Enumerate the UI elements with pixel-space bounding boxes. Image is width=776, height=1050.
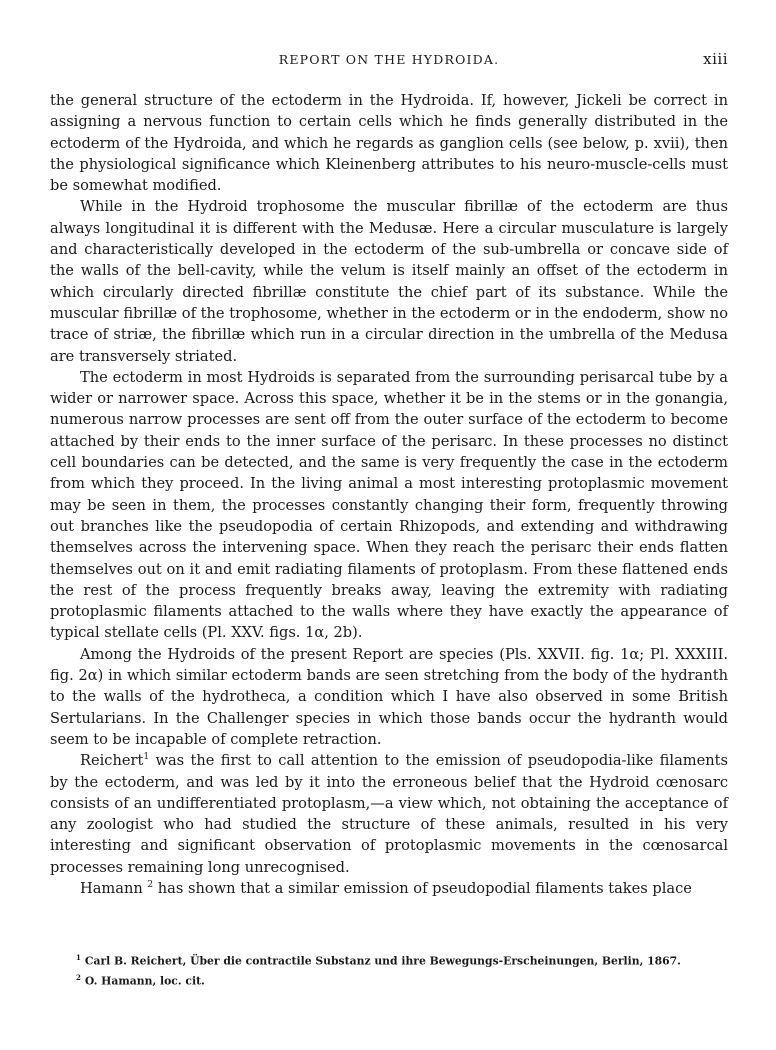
paragraph: the general structure of the ectoderm in the Hydroida. If, however, Jickeli be correct in assigning a nervous function to certain cells which he finds generally distributed in the ectoderm of the Hydroida, and which he regards as ganglion cells (see below, p. xvii), then the physiological significance which Kleinenberg attributes to his neuro-muscle-cells must be somewhat modified. xyxy=(50,92,728,195)
footnote xyxy=(76,970,716,990)
body-text xyxy=(50,90,728,899)
author-name: Hamann xyxy=(80,879,143,897)
footnote xyxy=(76,950,716,970)
footnote-text: Carl B. Reichert, Über die contractile Substanz und ihre Bewegungs-Erscheinungen, Berlin, 1867. xyxy=(84,954,681,968)
paragraph: The ectoderm in most Hydroids is separated from the surrounding perisarcal tube by a wider or narrower space. Across this space, whether it be in the stems or in the gonangia, numerous narrow processes are sent off from the outer surface of the ectoderm to become attached by their ends to the inner surface of the perisarc. In these processes no distinct cell boundaries can be detected, and the same is very frequently the case in the ectoderm from which they proceed. In the living animal a most interesting protoplasmic movement may be seen in them, the processes constantly changing their form, frequently throwing out branches like the pseudopodia of certain Rhizopods, and extending and withdrawing themselves across the intervening space. When they reach the perisarc their ends flatten themselves out on it and emit radiating filaments of protoplasm. From these flattened ends the rest of the process frequently breaks away, leaving the extremity with radiating protoplasmic filaments attached to the walls where they have exactly the appearance of typical stellate cells (Pl. XXV. figs. 1α, 2b). xyxy=(50,368,728,642)
footnote-ref: 1 xyxy=(143,752,150,763)
paragraph: Among the Hydroids of the present Report are species (Pls. XXVII. fig. 1α; Pl. XXXIII. fig. 2α) in which similar ectoderm bands are seen stretching from the body of the hydranth to the walls of the hydrotheca, a condition which I have also observed in some British Sertularians. In the Challenger species in which those bands occur the hydranth would seem to be incapable of complete retraction. xyxy=(50,645,728,748)
paragraph: While in the Hydroid trophosome the muscular fibrillæ of the ectoderm are thus always longitudinal it is different with the Medusæ. Here a circular musculature is largely and characteristically developed in the ectoderm of the sub-umbrella or concave side of the walls of the bell-cavity, while the velum is itself mainly an offset of the ectoderm in which circularly directed fibrillæ constitute the chief part of its substance. While the muscular fibrillæ of the trophosome, whether in the ectoderm or in the endoderm, show no trace of striæ, the fibrillæ which run in a circular direction in the umbrella of the Medusa are transversely striated. xyxy=(50,198,728,365)
footnote-ref: 2 xyxy=(147,880,154,891)
paragraph-text: has shown that a similar emission of pseudopodial filaments takes place xyxy=(153,879,692,897)
footnote-mark: 1 xyxy=(76,953,81,962)
paragraph-reichert xyxy=(50,750,728,878)
page-number: xiii xyxy=(703,50,728,68)
footnote-text: O. Hamann, loc. cit. xyxy=(84,974,205,988)
author-name: Reichert xyxy=(80,752,144,770)
paragraph-hamann xyxy=(50,878,728,899)
footnotes xyxy=(76,950,716,989)
running-title: REPORT ON THE HYDROIDA. xyxy=(278,52,500,67)
footnote-mark: 2 xyxy=(76,972,81,982)
page-header xyxy=(50,50,728,74)
paragraph-text: was the first to call attention to the emission of pseudopodia-like filaments by the ectoderm, and was led by it into the erroneous belief that the Hydroid cœnosarc consists of an undifferentiated protoplasm,—a view which, not obtaining the acceptance of any zoologist who had studied the structure of these animals, resulted in his very interesting and significant observation of protoplasmic movements in the cœnosarcal processes remaining long unrecognised. xyxy=(50,752,728,876)
